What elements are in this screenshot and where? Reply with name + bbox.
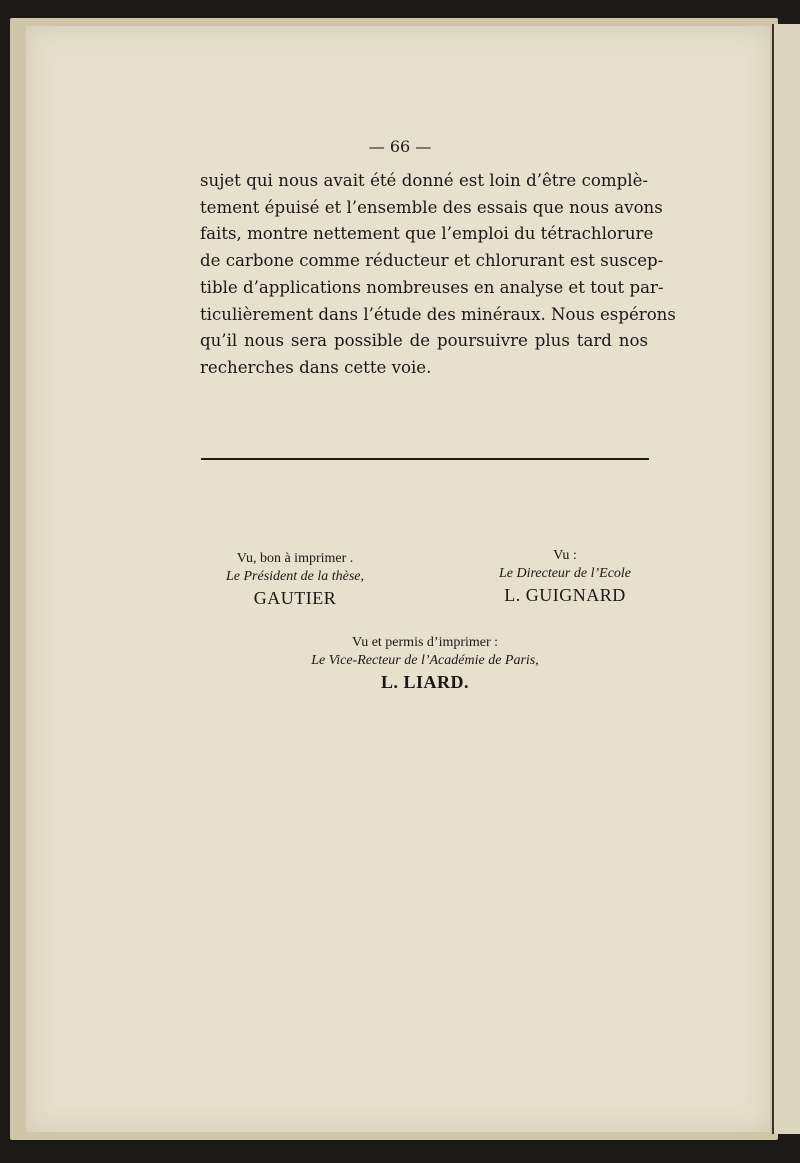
body-line: de carbone comme réducteur et chlorurant est suscep- [200, 251, 664, 271]
body-line: recherches dans cette voie. [200, 357, 432, 377]
approval-director-line1: Vu : [553, 548, 577, 563]
body-line: ticulièrement dans l’étude des minéraux. Nous espérons [200, 304, 676, 324]
approval-president-name: GAUTIER [253, 588, 337, 608]
approval-director-line2: Le Directeur de l’Ecole [498, 566, 632, 581]
approval-president-line1: Vu, bon à imprimer . [236, 551, 354, 566]
approval-vice-rector-line2: Le Vice-Recteur de l’Académie de Paris, [311, 653, 539, 668]
body-line: qu’il nous sera possible de poursuivre plus tard nos [200, 331, 648, 351]
approval-director-name: L. GUIGNARD [504, 585, 626, 605]
body-line: tement épuisé et l’ensemble des essais que nous avons [200, 197, 663, 217]
body-line: sujet qui nous avait été donné est loin d’être complè- [200, 171, 648, 190]
approval-president-line2: Le Président de la thèse, [225, 569, 365, 584]
body-line: faits, montre nettement que l’emploi du tétrachlorure [200, 224, 654, 244]
approval-vice-rector-name: L. LIARD. [380, 672, 469, 692]
facing-page-edge [772, 24, 800, 1134]
page-number: — 66 — [368, 137, 432, 156]
body-line: tible d’applications nombreuses en analyse et tout par- [200, 277, 664, 297]
approval-vice-rector [250, 634, 600, 694]
section-divider [201, 458, 649, 460]
body-paragraph [200, 168, 676, 382]
approval-president [200, 550, 390, 610]
approval-director [470, 547, 660, 607]
approval-vice-rector-line1: Vu et permis d’imprimer : [351, 635, 499, 650]
